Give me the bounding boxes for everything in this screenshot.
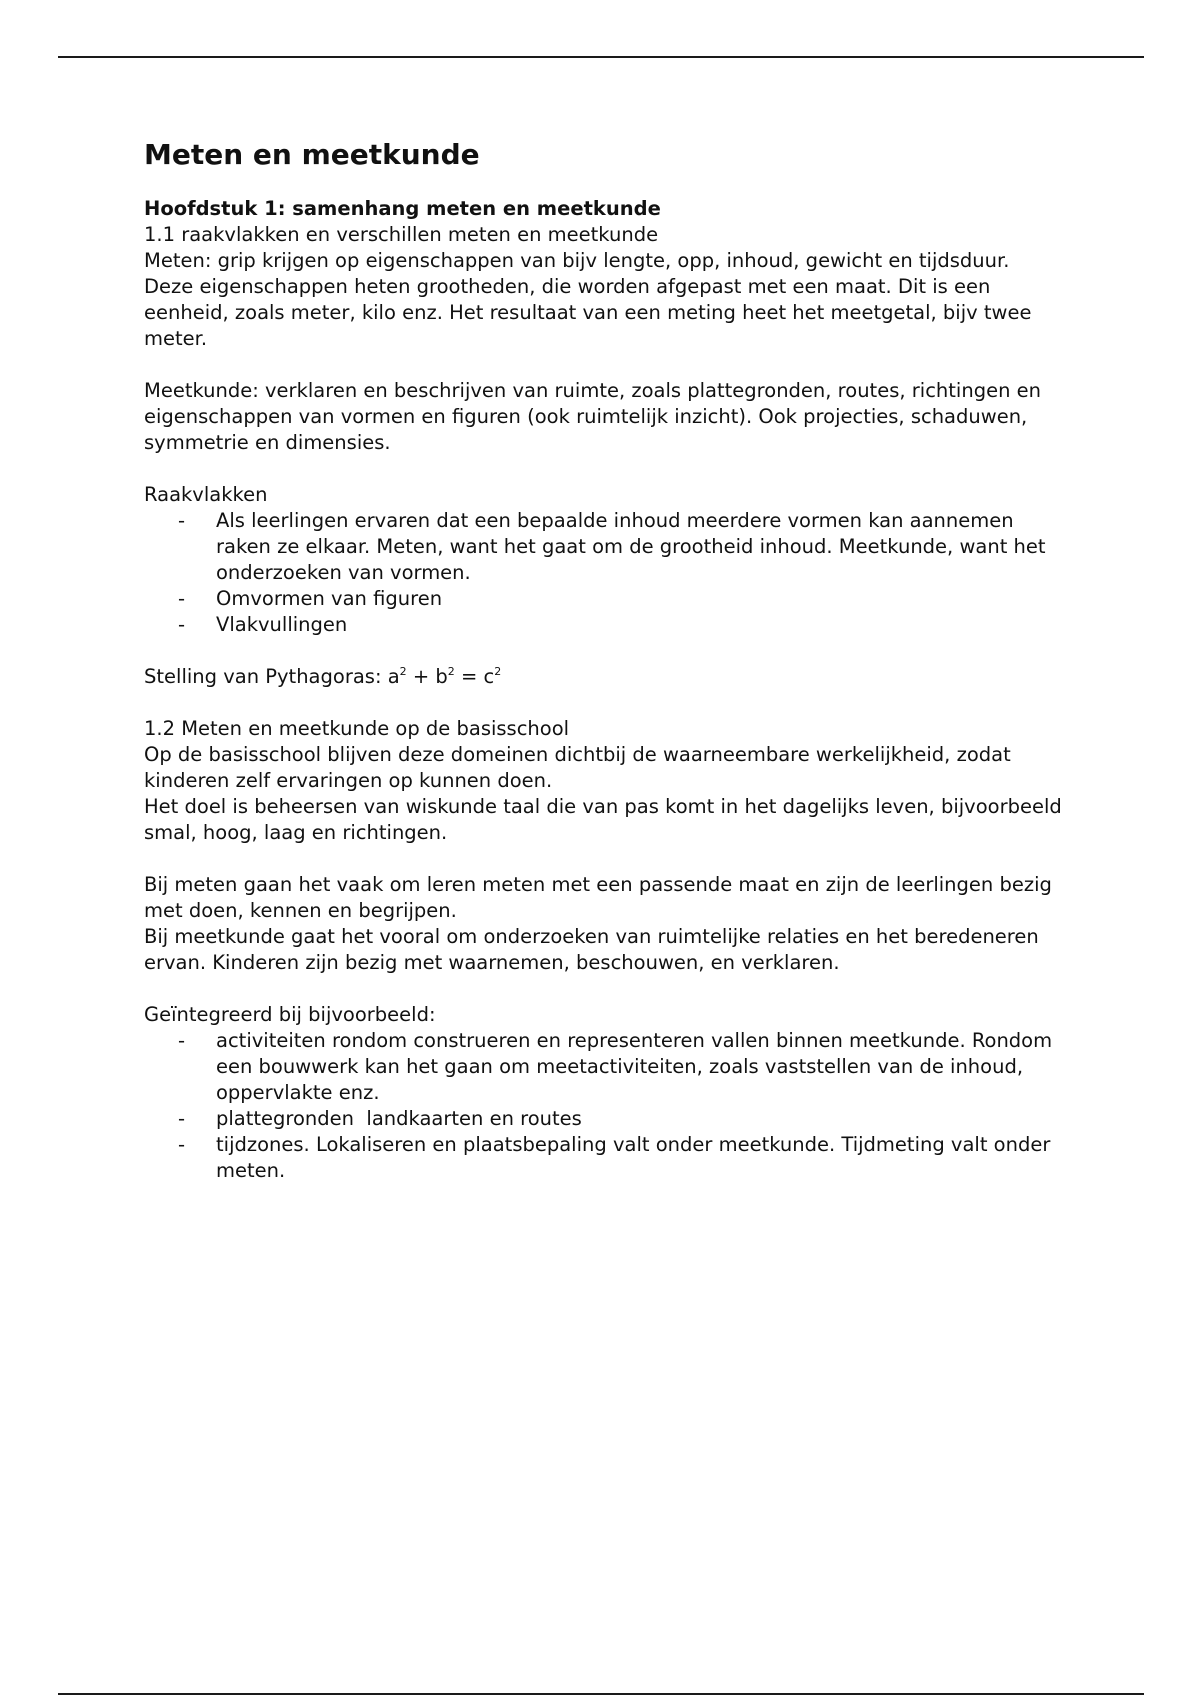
pythagoras-c: = c — [454, 665, 495, 688]
exponent: 2 — [494, 665, 502, 678]
integrated-list — [144, 1028, 1064, 1184]
meetkunde-basisschool-paragraph: Bij meetkunde gaat het vooral om onderzoeken van ruimtelijke relaties en het beredeneren ervan. Kinderen zijn bezig met waarnemen, beschouwen, en verklaren. — [144, 925, 1039, 974]
list-item: - activiteiten rondom construeren en representeren vallen binnen meetkunde. Rondom een bouwwerk kan het gaan om meetactiviteiten, zoals vaststellen van de inhoud, oppervlakte enz. — [216, 1028, 1064, 1106]
meetkunde-paragraph: Meetkunde: verklaren en beschrijven van ruimte, zoals plattegronden, routes, richtingen en eigenschappen van vormen en figuren (ook ruimtelijk inzicht). Ook projecties, schaduwen, symmetrie en dimensies. — [144, 379, 1041, 454]
list-item: - plattegronden landkaarten en routes — [216, 1106, 1064, 1132]
integrated-label: Geïntegreerd bij bijvoorbeeld: — [144, 1003, 436, 1026]
footer-rule — [58, 1693, 1144, 1695]
pythagoras-b: + b — [406, 665, 448, 688]
list-item: - Omvormen van figuren — [216, 586, 1064, 612]
exponent: 2 — [399, 665, 407, 678]
page-title: Meten en meetkunde — [144, 138, 480, 171]
exponent: 2 — [447, 665, 455, 678]
section-heading-1-2: 1.2 Meten en meetkunde op de basisschool — [144, 717, 570, 740]
list-item: - Vlakvullingen — [216, 612, 1064, 638]
list-item: - Als leerlingen ervaren dat een bepaalde inhoud meerdere vormen kan aannemen raken ze elkaar. Meten, want het gaat om de grootheid inhoud. Meetkunde, want het onderzoeken van vormen. — [216, 508, 1064, 586]
meten-basisschool-paragraph: Bij meten gaan het vaak om leren meten met een passende maat en zijn de leerlingen bezig met doen, kennen en begrijpen. — [144, 873, 1052, 922]
list-item: - tijdzones. Lokaliseren en plaatsbepaling valt onder meetkunde. Tijdmeting valt onder meten. — [216, 1132, 1064, 1184]
section-heading-1-1: 1.1 raakvlakken en verschillen meten en meetkunde — [144, 223, 659, 246]
raakvlakken-label: Raakvlakken — [144, 483, 268, 506]
document-body — [144, 138, 1064, 1184]
raakvlakken-list — [144, 508, 1064, 638]
pythagoras-theorem — [144, 664, 1064, 690]
meten-paragraph: Meten: grip krijgen op eigenschappen van bijv lengte, opp, inhoud, gewicht en tijdsduur. Deze eigenschappen heten grootheden, die worden afgepast met een maat. Dit is een eenheid, zoals meter, kilo enz. Het resultaat van een meting heet het meetgetal, bijv twee meter. — [144, 249, 1032, 350]
goal-paragraph: Het doel is beheersen van wiskunde taal die van pas komt in het dagelijks leven, bijvoorbeeld smal, hoog, laag en richtingen. — [144, 795, 1062, 844]
chapter-heading: Hoofdstuk 1: samenhang meten en meetkunde — [144, 197, 661, 220]
header-rule — [58, 56, 1144, 58]
pythagoras-label: Stelling van Pythagoras: a — [144, 665, 400, 688]
domains-paragraph: Op de basisschool blijven deze domeinen dichtbij de waarneembare werkelijkheid, zodat kinderen zelf ervaringen op kunnen doen. — [144, 743, 1011, 792]
